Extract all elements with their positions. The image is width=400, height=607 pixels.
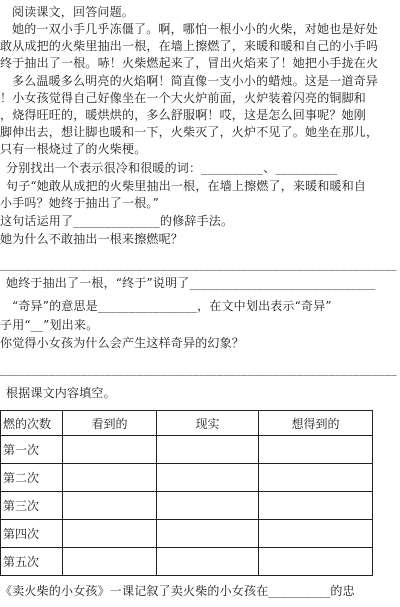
instruction-heading: 阅读课文，回答问题。 — [12, 5, 135, 19]
passage-line: 她的一双小手几乎冻僵了。啊，哪怕一根小小的火柴，对她也是好处 — [12, 22, 379, 36]
table-cell — [259, 520, 373, 548]
table-cell — [259, 464, 373, 492]
table-cell — [157, 520, 259, 548]
question-1: 分别找出一个表示很冷和很暖的词：__________、__________ — [6, 161, 338, 175]
table-cell — [157, 436, 259, 464]
table-row — [1, 520, 373, 548]
match-burning-table — [0, 410, 373, 576]
table-cell — [63, 548, 157, 576]
table-header: 燃的次数 — [1, 411, 63, 436]
passage-line: ！小女孩觉得自己好像坐在一个大火炉前面，火炉装着闪亮的铜脚和 — [0, 91, 367, 105]
passage-line: 多么温暖多么明亮的火焰啊！简直像一支小小的蜡烛。这是一道奇异 — [12, 74, 379, 88]
table-header: 看到的 — [63, 411, 157, 436]
table-row — [1, 492, 373, 520]
table-row — [1, 548, 373, 576]
question-2-cont: 小手吗？她终于抽出了一根。” — [0, 196, 159, 210]
question-6: 你觉得小女孩为什么会产生这样奇异的幻象？ — [0, 336, 245, 350]
row-label: 第一次 — [1, 436, 63, 464]
table-cell — [63, 464, 157, 492]
table-cell — [157, 492, 259, 520]
table-cell — [259, 492, 373, 520]
question-7: 根据课文内容填空。 — [6, 386, 116, 400]
passage-line: 只有一根烧过了的火柴梗。 — [0, 142, 147, 156]
question-2-cont: 这句话运用了______________的修辞手法。 — [0, 214, 234, 228]
table-cell — [63, 520, 157, 548]
passage-line: 敢从成把的火柴里抽出一根，在墙上擦燃了，来暖和暖和自己的小手吗 — [0, 39, 379, 53]
table-row — [1, 436, 373, 464]
table-cell — [259, 436, 373, 464]
table-cell — [157, 548, 259, 576]
table-row — [1, 464, 373, 492]
row-label: 第三次 — [1, 492, 63, 520]
passage-line: 终于抽出了一根。哧！火柴燃起来了，冒出火焰来了！她把小手拢在火 — [0, 56, 379, 70]
row-label: 第五次 — [1, 548, 63, 576]
table-header: 想得到的 — [259, 411, 373, 436]
row-label: 第二次 — [1, 464, 63, 492]
row-label: 第四次 — [1, 520, 63, 548]
passage-line: ，烧得旺旺的，暖烘烘的，多么舒服啊！哎，这是怎么回事呢？她刚 — [0, 108, 367, 122]
question-5: “奇异”的意思是________________，在文中划出表示“奇异” — [12, 299, 332, 313]
table-header: 现实 — [157, 411, 259, 436]
footer-question: 《卖火柴的小女孩》一课记叙了卖火柴的小女孩在__________的忠 — [0, 584, 355, 598]
question-4: 她终于抽出了一根，“终于”说明了______________________________ — [6, 276, 376, 290]
answer-blank: ________________________________________________________________ — [0, 362, 397, 376]
table-cell — [259, 548, 373, 576]
table-cell — [63, 436, 157, 464]
question-3: 她为什么不敢抽出一根来擦燃呢？ — [0, 232, 184, 246]
question-5-cont: 子用“__”划出来。 — [0, 318, 99, 332]
table-cell — [157, 464, 259, 492]
answer-blank: ________________________________________________________________ — [0, 257, 397, 271]
table-header-row — [1, 411, 373, 436]
table-cell — [63, 492, 157, 520]
passage-line: 脚伸出去，想让脚也暖和一下，火柴灭了，火炉不见了。她坐在那儿， — [0, 125, 379, 139]
question-2: 句子“她敢从成把的火柴里抽出一根，在墙上擦燃了，来暖和暖和自 — [6, 179, 367, 193]
